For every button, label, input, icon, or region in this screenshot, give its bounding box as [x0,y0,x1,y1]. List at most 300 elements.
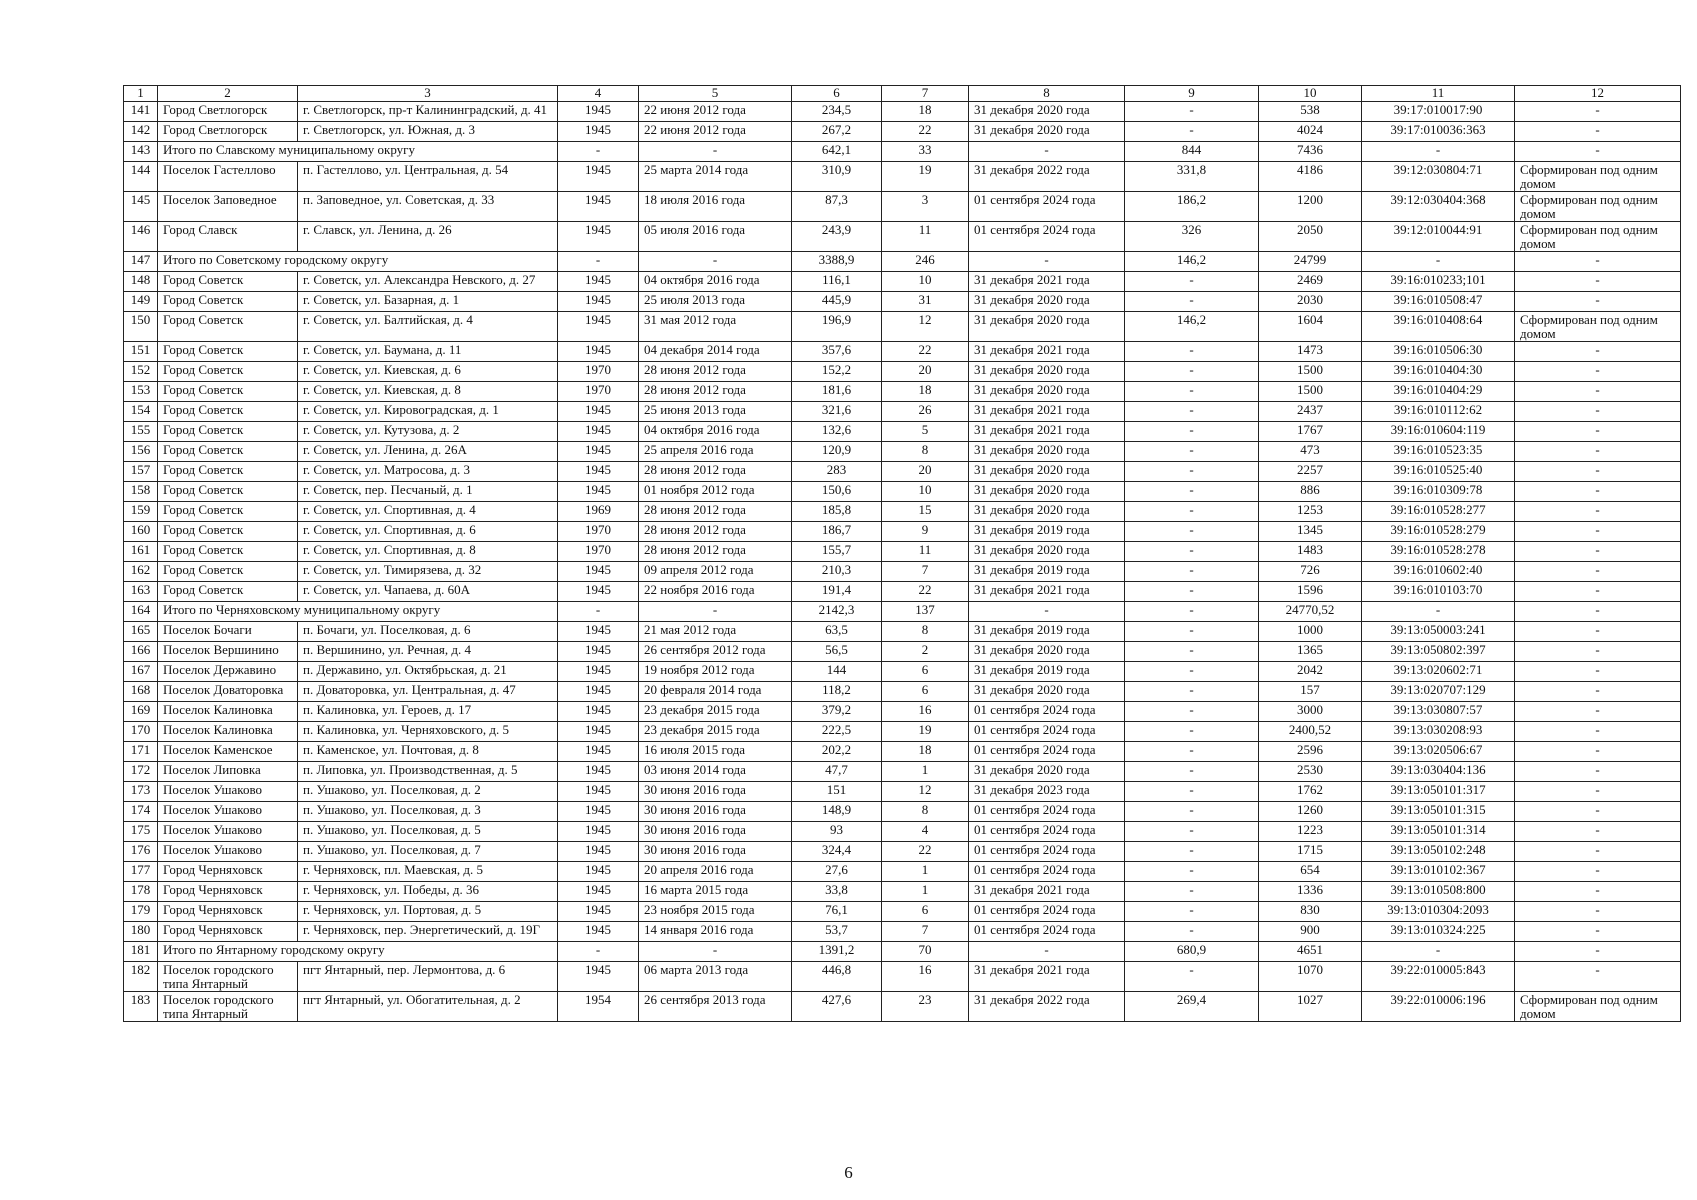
table-cell: г. Советск, ул. Киевская, д. 6 [298,362,558,382]
table-cell: 28 июня 2012 года [639,522,792,542]
table-cell: Сформирован под одним домом [1515,162,1681,192]
table-cell: 18 [882,102,969,122]
data-table [123,85,1681,1022]
table-cell: 116,1 [792,272,882,292]
table-row [124,272,1681,292]
table-cell: 25 июля 2013 года [639,292,792,312]
table-cell: 146,2 [1125,252,1259,272]
table-cell: 148 [124,272,158,292]
table-cell: 09 апреля 2012 года [639,562,792,582]
table-cell: 47,7 [792,762,882,782]
table-cell: 310,9 [792,162,882,192]
table-cell: 1954 [558,992,639,1022]
table-cell: 18 [882,382,969,402]
table-row [124,562,1681,582]
table-cell: 10 [882,272,969,292]
table-cell: 150,6 [792,482,882,502]
table-cell: - [1125,802,1259,822]
table-cell: 182 [124,962,158,992]
table-cell: 2469 [1259,272,1362,292]
table-cell: 165 [124,622,158,642]
table-cell: 22 [882,582,969,602]
table-cell: 31 декабря 2022 года [969,162,1125,192]
table-cell: 1945 [558,422,639,442]
table-cell: 01 сентября 2024 года [969,922,1125,942]
table-cell: Город Советск [158,292,298,312]
table-cell: 1945 [558,442,639,462]
table-cell: 05 июля 2016 года [639,222,792,252]
table-cell: 202,2 [792,742,882,762]
table-cell: 26 сентября 2013 года [639,992,792,1022]
table-cell: 1604 [1259,312,1362,342]
table-cell: п. Калиновка, ул. Героев, д. 17 [298,702,558,722]
table-cell: - [1125,882,1259,902]
table-cell: Город Славск [158,222,298,252]
table-cell: - [1515,422,1681,442]
table-cell: 28 июня 2012 года [639,542,792,562]
table-cell: 93 [792,822,882,842]
table-cell: 1336 [1259,882,1362,902]
table-cell: 31 декабря 2020 года [969,292,1125,312]
table-cell: 39:16:010404:30 [1362,362,1515,382]
table-cell: 1260 [1259,802,1362,822]
table-cell: 234,5 [792,102,882,122]
table-cell: - [1515,582,1681,602]
table-row [124,622,1681,642]
subtotal-row [124,142,1681,162]
table-cell: - [1125,862,1259,882]
table-cell: 1945 [558,482,639,502]
table-cell: 1945 [558,272,639,292]
table-cell: - [1515,342,1681,362]
table-cell: 20 [882,462,969,482]
table-cell: 830 [1259,902,1362,922]
table-cell: 28 июня 2012 года [639,362,792,382]
table-cell: Поселок Ушаково [158,802,298,822]
table-cell: 1027 [1259,992,1362,1022]
table-cell: - [1125,962,1259,992]
table-cell: - [1125,902,1259,922]
table-cell: 1945 [558,702,639,722]
table-cell: - [1515,642,1681,662]
page-number: 6 [844,1163,853,1182]
table-cell: 2 [882,642,969,662]
table-cell: 14 января 2016 года [639,922,792,942]
table-cell: Поселок Бочаги [158,622,298,642]
table-cell: 18 июля 2016 года [639,192,792,222]
table-cell: 33 [882,142,969,162]
table-cell: 153 [124,382,158,402]
table-cell: 04 октября 2016 года [639,422,792,442]
table-cell: Город Советск [158,462,298,482]
table-cell: 01 сентября 2024 года [969,822,1125,842]
table-cell: 01 ноября 2012 года [639,482,792,502]
col-header: 3 [298,86,558,102]
table-cell: 2400,52 [1259,722,1362,742]
table-cell: 1945 [558,222,639,252]
table-cell: 159 [124,502,158,522]
table-cell: - [1515,742,1681,762]
table-cell: - [1125,842,1259,862]
col-header: 6 [792,86,882,102]
table-cell: 1 [882,882,969,902]
table-cell: - [1125,782,1259,802]
table-cell: 30 июня 2016 года [639,822,792,842]
table-cell: 1945 [558,642,639,662]
table-cell: - [1515,622,1681,642]
table-row [124,342,1681,362]
table-cell: г. Советск, ул. Спортивная, д. 4 [298,502,558,522]
table-cell: - [1125,722,1259,742]
table-cell: 283 [792,462,882,482]
table-cell: 39:16:010528:279 [1362,522,1515,542]
table-cell: 132,6 [792,422,882,442]
table-row [124,782,1681,802]
table-row [124,422,1681,442]
table-cell: 210,3 [792,562,882,582]
table-cell: 15 [882,502,969,522]
table-cell: 24770,52 [1259,602,1362,622]
table-cell: 30 июня 2016 года [639,802,792,822]
table-row [124,362,1681,382]
table-cell: г. Советск, ул. Чапаева, д. 60А [298,582,558,602]
table-cell: - [1125,922,1259,942]
table-cell: п. Вершинино, ул. Речная, д. 4 [298,642,558,662]
table-cell: 1200 [1259,192,1362,222]
table-cell: Город Советск [158,382,298,402]
table-cell: г. Советск, ул. Тимирязева, д. 32 [298,562,558,582]
table-cell: 01 сентября 2024 года [969,742,1125,762]
table-cell: 146,2 [1125,312,1259,342]
table-row [124,682,1681,702]
table-cell: 10 [882,482,969,502]
table-cell: г. Советск, пер. Песчаный, д. 1 [298,482,558,502]
table-cell: - [1125,682,1259,702]
table-cell: 538 [1259,102,1362,122]
table-cell: г. Советск, ул. Балтийская, д. 4 [298,312,558,342]
table-cell: 326 [1125,222,1259,252]
table-row [124,702,1681,722]
table-cell: 1945 [558,902,639,922]
table-row [124,642,1681,662]
table-cell: - [1125,662,1259,682]
table-cell: - [1125,102,1259,122]
table-cell: Поселок Вершинино [158,642,298,662]
table-cell: - [1515,102,1681,122]
table-cell: г. Советск, ул. Спортивная, д. 6 [298,522,558,542]
table-cell: г. Советск, ул. Баумана, д. 11 [298,342,558,362]
table-cell: 39:16:010528:278 [1362,542,1515,562]
table-row [124,962,1681,992]
table-cell: Город Советск [158,312,298,342]
table-cell: 157 [124,462,158,482]
table-cell: - [969,252,1125,272]
table-cell: 148,9 [792,802,882,822]
table-cell: - [1125,742,1259,762]
table-cell: - [1125,542,1259,562]
table-cell: Сформирован под одним домом [1515,222,1681,252]
table-cell: 31 декабря 2020 года [969,362,1125,382]
table-cell: 161 [124,542,158,562]
table-cell: 39:22:010006:196 [1362,992,1515,1022]
table-cell: 3388,9 [792,252,882,272]
table-cell: 1345 [1259,522,1362,542]
table-cell: - [1125,502,1259,522]
table-cell: Итого по Советскому городскому округу [158,252,558,272]
table-cell: 120,9 [792,442,882,462]
table-cell: г. Славск, ул. Ленина, д. 26 [298,222,558,252]
table-cell: 168 [124,682,158,702]
table-row [124,522,1681,542]
table-cell: - [1125,402,1259,422]
table-cell: - [1515,482,1681,502]
table-cell: 174 [124,802,158,822]
table-cell: 181,6 [792,382,882,402]
table-cell: - [969,942,1125,962]
table-cell: 7436 [1259,142,1362,162]
table-cell: 5 [882,422,969,442]
table-cell: 31 декабря 2020 года [969,762,1125,782]
table-cell: 16 [882,702,969,722]
table-cell: Город Советск [158,442,298,462]
table-cell: 156 [124,442,158,462]
table-cell: 222,5 [792,722,882,742]
table-cell: 900 [1259,922,1362,942]
table-cell: - [1515,902,1681,922]
table-cell: 31 декабря 2020 года [969,442,1125,462]
table-cell: г. Советск, ул. Ленина, д. 26А [298,442,558,462]
table-cell: 01 сентября 2024 года [969,222,1125,252]
table-cell: 4024 [1259,122,1362,142]
table-cell: г. Черняховск, пл. Маевская, д. 5 [298,862,558,882]
table-cell: г. Советск, ул. Кутузова, д. 2 [298,422,558,442]
table-cell: - [1125,362,1259,382]
table-cell: 137 [882,602,969,622]
header-row [124,86,1681,102]
table-cell: Город Советск [158,342,298,362]
table-cell: 31 декабря 2020 года [969,462,1125,482]
table-cell: - [1362,142,1515,162]
table-cell: - [1515,252,1681,272]
table-cell: 142 [124,122,158,142]
table-cell: 31 [882,292,969,312]
table-cell: - [1515,272,1681,292]
table-cell: 1945 [558,962,639,992]
table-cell: - [1515,142,1681,162]
table-cell: 31 декабря 2020 года [969,502,1125,522]
table-cell: 01 сентября 2024 года [969,192,1125,222]
table-cell: - [1515,662,1681,682]
table-cell: - [1515,862,1681,882]
table-cell: 39:16:010508:47 [1362,292,1515,312]
table-cell: 26 [882,402,969,422]
table-row [124,542,1681,562]
table-cell: Итого по Черняховскому муниципальному округу [158,602,558,622]
table-cell: - [639,252,792,272]
table-cell: Город Советск [158,522,298,542]
table-cell: 28 июня 2012 года [639,502,792,522]
table-cell: 1970 [558,522,639,542]
table-cell: - [1125,292,1259,312]
col-header: 8 [969,86,1125,102]
table-cell: 1715 [1259,842,1362,862]
table-cell: 1945 [558,292,639,312]
table-row [124,122,1681,142]
table-cell: 150 [124,312,158,342]
table-cell: Поселок Доваторовка [158,682,298,702]
table-cell: 22 июня 2012 года [639,122,792,142]
table-cell: г. Советск, ул. Кировоградская, д. 1 [298,402,558,422]
table-cell: 1945 [558,862,639,882]
table-cell: 31 декабря 2020 года [969,312,1125,342]
table-cell: 19 [882,722,969,742]
table-cell: - [1515,442,1681,462]
table-cell: - [1125,822,1259,842]
table-cell: 04 декабря 2014 года [639,342,792,362]
table-cell: 39:13:020506:67 [1362,742,1515,762]
table-cell: 1762 [1259,782,1362,802]
table-cell: 1945 [558,582,639,602]
table-cell: 31 декабря 2021 года [969,962,1125,992]
table-cell: Город Советск [158,502,298,522]
table-cell: 31 декабря 2020 года [969,642,1125,662]
table-cell: - [1515,922,1681,942]
table-cell: Город Черняховск [158,902,298,922]
table-cell: 31 декабря 2019 года [969,622,1125,642]
table-cell: 39:13:050101:314 [1362,822,1515,842]
table-cell: 183 [124,992,158,1022]
table-cell: 6 [882,902,969,922]
table-cell: 4 [882,822,969,842]
table-cell: 154 [124,402,158,422]
table-cell: 473 [1259,442,1362,462]
table-cell: 175 [124,822,158,842]
col-header: 12 [1515,86,1681,102]
table-cell: Город Черняховск [158,862,298,882]
table-cell: Итого по Янтарному городскому округу [158,942,558,962]
table-cell: 1945 [558,562,639,582]
table-cell: 01 сентября 2024 года [969,902,1125,922]
table-cell: 39:16:010103:70 [1362,582,1515,602]
table-cell: 8 [882,622,969,642]
table-cell: 144 [792,662,882,682]
table-cell: - [1515,882,1681,902]
table-cell: - [1515,122,1681,142]
table-cell: Поселок Гастеллово [158,162,298,192]
table-cell: - [1125,462,1259,482]
table-cell: 169 [124,702,158,722]
table-cell: 39:12:030404:368 [1362,192,1515,222]
table-cell: 16 [882,962,969,992]
table-cell: 39:16:010112:62 [1362,402,1515,422]
table-cell: 31 декабря 2019 года [969,662,1125,682]
table-row [124,882,1681,902]
table-cell: - [558,602,639,622]
table-cell: 53,7 [792,922,882,942]
table-cell: 87,3 [792,192,882,222]
table-cell: 1945 [558,622,639,642]
table-row [124,992,1681,1022]
table-cell: - [639,142,792,162]
table-cell: - [969,142,1125,162]
table-cell: 160 [124,522,158,542]
table-cell: 4186 [1259,162,1362,192]
table-cell: 20 февраля 2014 года [639,682,792,702]
table-cell: - [558,142,639,162]
table-cell: Город Советск [158,402,298,422]
table-cell: 1945 [558,662,639,682]
table-cell: 9 [882,522,969,542]
table-row [124,802,1681,822]
table-cell: - [1515,522,1681,542]
table-row [124,312,1681,342]
table-cell: 19 ноября 2012 года [639,662,792,682]
table-cell: 70 [882,942,969,962]
table-cell: 1945 [558,312,639,342]
table-cell: - [1515,762,1681,782]
table-cell: Город Светлогорск [158,122,298,142]
table-cell: - [1515,562,1681,582]
table-cell: 331,8 [1125,162,1259,192]
table-cell: Поселок Заповедное [158,192,298,222]
table-cell: Сформирован под одним домом [1515,992,1681,1022]
table-cell: - [639,942,792,962]
table-cell: - [1515,942,1681,962]
table-cell: 31 декабря 2020 года [969,682,1125,702]
table-cell: 33,8 [792,882,882,902]
table-cell: 30 июня 2016 года [639,842,792,862]
table-cell: 269,4 [1125,992,1259,1022]
table-cell: 1945 [558,682,639,702]
table-cell: - [1125,562,1259,582]
table-cell: 158 [124,482,158,502]
table-cell: Поселок Ушаково [158,842,298,862]
table-cell: п. Гастеллово, ул. Центральная, д. 54 [298,162,558,192]
table-row [124,162,1681,192]
table-cell: 146 [124,222,158,252]
table-cell: 379,2 [792,702,882,722]
table-cell: 178 [124,882,158,902]
table-cell: - [1125,762,1259,782]
table-row [124,762,1681,782]
table-cell: 39:13:030807:57 [1362,702,1515,722]
table-cell: 2530 [1259,762,1362,782]
table-cell: 31 декабря 2022 года [969,992,1125,1022]
table-cell: 39:13:020707:129 [1362,682,1515,702]
table-cell: 22 [882,842,969,862]
table-cell: 63,5 [792,622,882,642]
table-row [124,742,1681,762]
table-cell: 31 декабря 2021 года [969,272,1125,292]
table-cell: - [1125,582,1259,602]
table-cell: 1945 [558,782,639,802]
table-cell: - [1515,462,1681,482]
table-row [124,582,1681,602]
table-cell: 163 [124,582,158,602]
table-row [124,292,1681,312]
table-cell: 22 июня 2012 года [639,102,792,122]
table-cell: 427,6 [792,992,882,1022]
table-cell: 01 сентября 2024 года [969,702,1125,722]
table-cell: 886 [1259,482,1362,502]
table-cell: - [969,602,1125,622]
table-cell: 141 [124,102,158,122]
table-cell: 185,8 [792,502,882,522]
table-cell: Поселок Калиновка [158,722,298,742]
table-cell: 12 [882,312,969,342]
table-cell: 2142,3 [792,602,882,622]
table-cell: 1970 [558,362,639,382]
